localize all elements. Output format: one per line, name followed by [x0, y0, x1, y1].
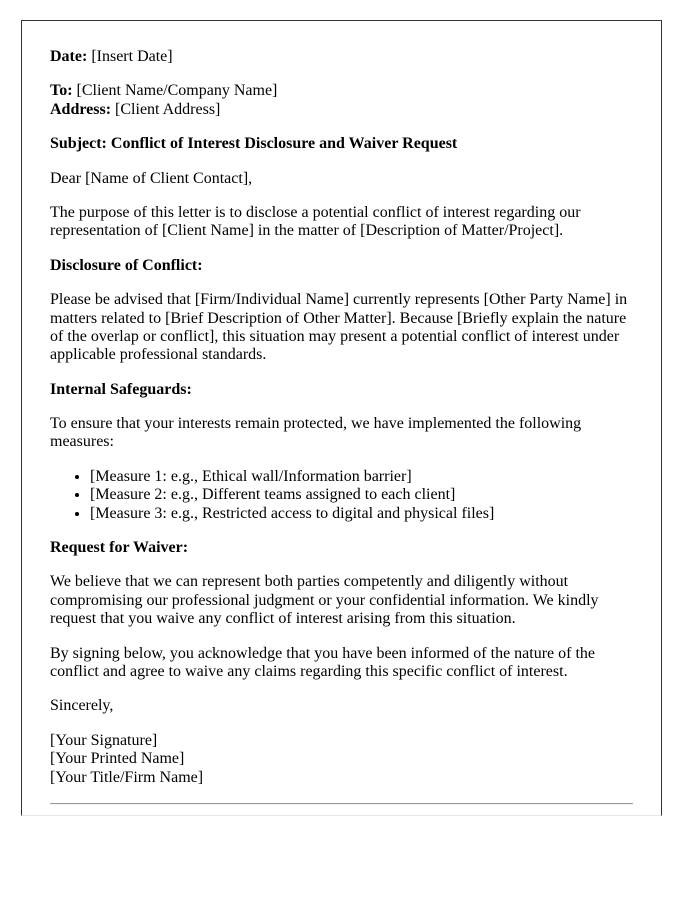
subject-line: Subject: Conflict of Interest Disclosure and Waiver Request — [50, 135, 458, 153]
to-label: To: — [50, 82, 73, 100]
date-line — [50, 48, 633, 66]
recipient-block — [50, 82, 633, 119]
valediction: Sincerely, — [50, 697, 114, 715]
safeguards-intro: To ensure that your interests remain protected, we have implemented the following measures: — [50, 415, 582, 451]
disclosure-paragraph: Please be advised that [Firm/Individual Name] currently represents [Other Party Name] in matters related to [Brief Description of Other Matter]. Because [Briefly explain the nature of the overlap or conflict], this situation may present a potential conflict of interest under applicable professional standards. — [50, 291, 628, 364]
address-value: [Client Address] — [115, 100, 221, 118]
salutation: Dear [Name of Client Contact], — [50, 169, 253, 187]
date-value: [Insert Date] — [91, 48, 173, 65]
acknowledgment-paragraph: By signing below, you acknowledge that you have been informed of the nature of the conflict and agree to waive any claims regarding this specific conflict of interest. — [50, 644, 596, 680]
address-label: Address: — [50, 100, 112, 118]
measure-item: • [Measure 2: e.g., Different teams assigned to each client] — [90, 486, 633, 504]
purpose-paragraph: The purpose of this letter is to disclose a potential conflict of interest regarding our representation of [Client Name] in the matter of [Description of Matter/Project]. — [50, 203, 581, 240]
waiver-heading: Request for Waiver: — [50, 539, 189, 557]
letter-document — [21, 20, 662, 816]
measures-list — [50, 468, 633, 523]
safeguards-heading: Internal Safeguards: — [50, 380, 192, 398]
signature-line: [Your Signature] — [50, 731, 158, 749]
measure-item: • [Measure 3: e.g., Restricted access to digital and physical files] — [90, 505, 633, 523]
to-value: [Client Name/Company Name] — [76, 82, 278, 100]
printed-name-line: [Your Printed Name] — [50, 750, 185, 768]
waiver-paragraph: We believe that we can represent both parties competently and diligently without compromising our professional judgment or your confidential information. We kindly request that you waive any conflict of interest arising from this situation. — [50, 573, 599, 628]
signature-rule — [50, 803, 633, 805]
title-firm-line: [Your Title/Firm Name] — [50, 768, 204, 786]
signature-block — [50, 732, 633, 787]
date-label: Date: — [50, 48, 88, 65]
measure-item: • [Measure 1: e.g., Ethical wall/Information barrier] — [90, 468, 633, 486]
disclosure-heading: Disclosure of Conflict: — [50, 256, 203, 274]
